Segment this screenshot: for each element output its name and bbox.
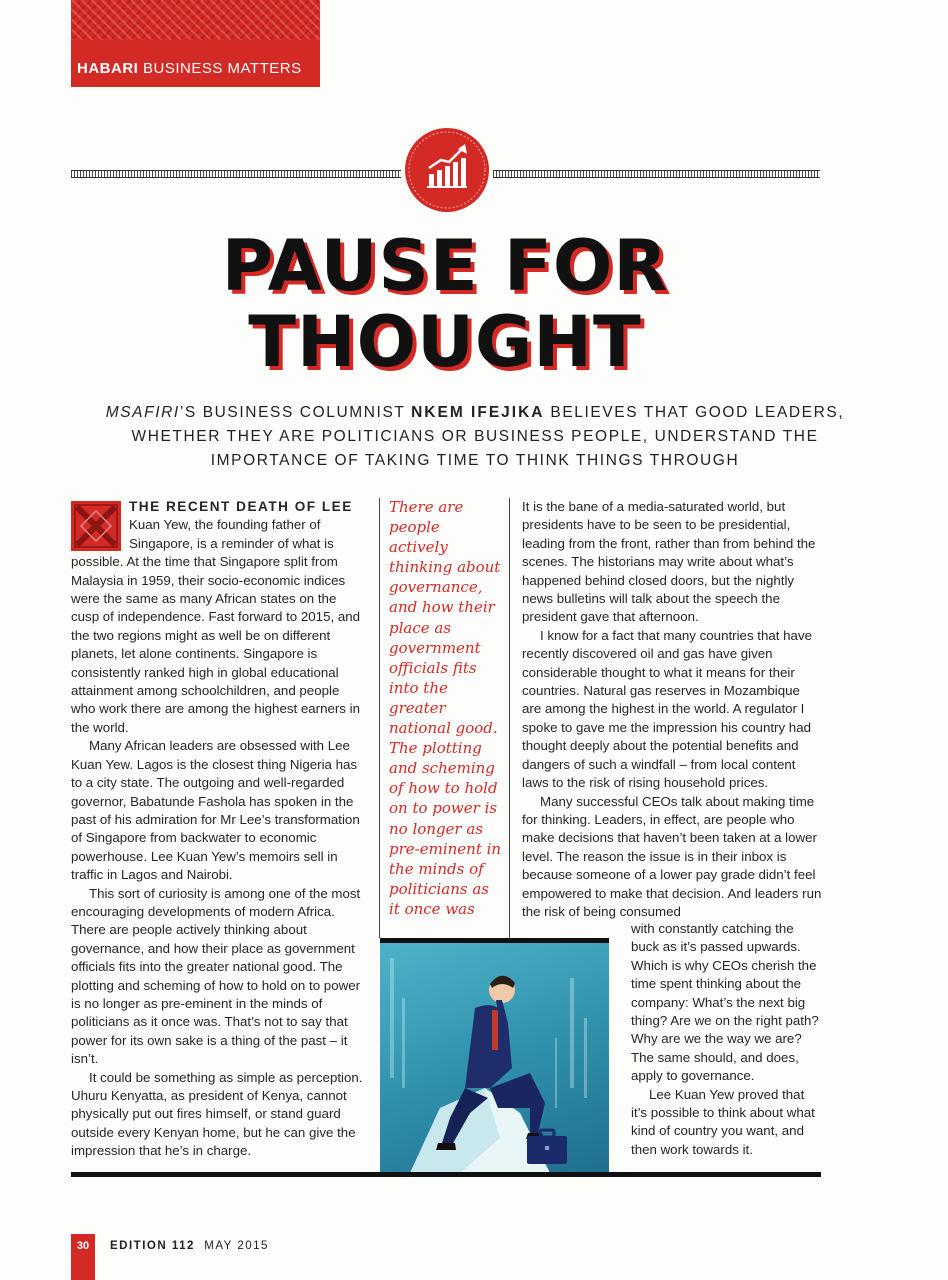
paragraph-7a: Many successful CEOs talk about making time for thinking. Leaders, in effect, are people who make decisions that haven’t been taken at a lower level. The reason the issue is in their inbox is because someone of a lower pay grade didn’t feel empowered to make that decision. And leaders run the risk of being consumed	[522, 793, 822, 919]
edition-label: EDITION 112	[110, 1240, 195, 1252]
paragraph-7b: with constantly catching the buck as it’s passed upwards. Which is why CEOs cherish the time spent thinking about the company: What’s the next big thing? Are we on the right path? Why are we the way we are? The same should, and does, apply to governance.	[631, 921, 819, 1084]
section-label-rest: BUSINESS MATTERS	[143, 60, 302, 77]
paragraph-6: I know for a fact that many countries that have recently discovered oil and gas have given considerable thought to what it means for their countries. Natural gas reserves in Mozambique are among the highest in the world. A regulator I spoke to gave me the impression his country had thought deeply about the potential benefits and dangers of such a windfall – from local content laws to the risk of rising household prices.	[522, 627, 812, 791]
standfirst-text-a: ’S BUSINESS COLUMNIST	[179, 404, 412, 421]
illustration-top-bar	[380, 938, 609, 943]
paragraph-8: Lee Kuan Yew proved that it’s possible to think about what kind of country you want, and then work towards it.	[631, 1086, 815, 1157]
page-number: 30	[71, 1234, 95, 1280]
author-name: NKEM IFEJIKA	[411, 404, 545, 421]
header-rule-right	[493, 170, 820, 178]
pull-quote: There are people actively thinking about governance, and how their place as government officials fits into the greater national good. The plotting and scheming of how to hold on to power is no longer as pre-eminent in the minds of politicians as it once was	[389, 498, 502, 918]
column-divider-1	[379, 498, 380, 938]
banner-pattern	[71, 0, 320, 40]
headline	[0, 225, 890, 383]
standfirst-text-b: BELIEVES THAT GOOD LEADERS, WHETHER THEY ARE POLITICIANS OR BUSINESS PEOPLE, UNDERSTAND THE IMPORTANCE OF TAKING TIME TO THINK THINGS THROUGH	[131, 404, 845, 469]
thinking-businessman-illustration	[380, 938, 609, 1173]
paragraph-4: It could be something as simple as perception. Uhuru Kenyatta, as president of Kenya, cannot physically put out fires himself, or stand guard outside every Kenyan home, but he can give the impression that he’s in charge.	[71, 1069, 363, 1159]
growth-chart-icon	[405, 128, 489, 212]
standfirst	[80, 401, 870, 473]
body-column-3-continued	[631, 920, 821, 1159]
section-label-bold: HABARI	[77, 60, 139, 77]
dropcap-ornament-icon	[71, 501, 121, 551]
section-banner	[71, 0, 320, 87]
body-column-3	[522, 498, 822, 921]
section-label	[77, 60, 302, 77]
paragraph-1-text: Kuan Yew, the founding father of Singapore, is a reminder of what is possible. At the time that Singapore split from Malaysia in 1959, their socio-economic indices were the same as many African states on the cusp of independence. Fast forward to 2015, and the two regions might as well be on different planets, let alone continents. Singapore is consistently ranked high in global educational attainment among schoolchildren, and people who work there are among the highest earners in the world.	[71, 517, 361, 735]
paragraph-2: Many African leaders are obsessed with Lee Kuan Yew. Lagos is the closest thing Nigeria has to a city state. The outgoing and well-regarded governor, Babatunde Fashola has spoken in the past of his admiration for Mr Lee’s transformation of Singapore from backwater to economic powerhouse. Lee Kuan Yew’s memoirs sell in traffic in Lagos and Nairobi.	[71, 738, 360, 883]
issue-date: MAY 2015	[204, 1240, 269, 1252]
header-rule-left	[71, 170, 401, 178]
lead-in: THE RECENT DEATH OF LEE	[129, 499, 353, 514]
headline-line-1: PAUSE FOR	[221, 225, 669, 307]
publication-name: MSAFIRI	[105, 404, 180, 421]
headline-line-2: THOUGHT	[248, 301, 642, 383]
paragraph-1	[71, 498, 365, 737]
column-divider-2	[509, 498, 510, 938]
paragraph-5: It is the bane of a media-saturated world, but presidents have to be seen to be presidential, leading from the front, rather than from behind the scenes. The historians may write about what’s happened behind closed doors, but the nightly news bulletins will talk about the speech the president gave that afternoon.	[522, 499, 816, 625]
bottom-rule	[71, 1172, 821, 1177]
body-column-1	[71, 498, 365, 1161]
thinker-figure-icon	[380, 938, 609, 1173]
folio-line	[110, 1240, 269, 1252]
paragraph-3: This sort of curiosity is among one of the most encouraging developments of modern Africa. There are people actively thinking about governance, and how their place as government officials fits into the greater national good. The plotting and scheming of how to hold on to power is no longer as pre-eminent in the minds of politicians as it once was. That’s not to say that power for its own sake is a thing of the past – it isn’t.	[71, 885, 361, 1067]
